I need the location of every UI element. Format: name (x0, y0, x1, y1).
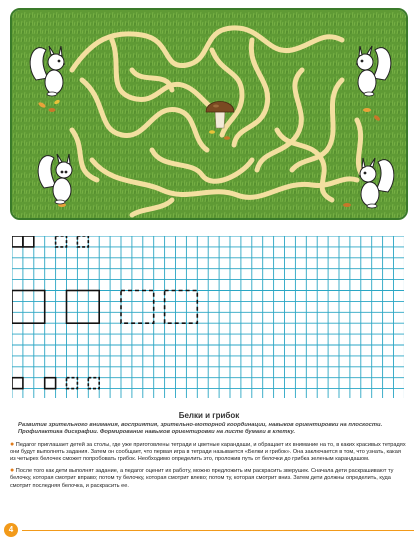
dashed-large-square (165, 291, 198, 324)
dashed-small-square (88, 378, 99, 389)
lesson-subtitle: Развитие зрительного внимания, восприятия, зрительно-моторной координации, навыков ориентировки на плоскости. Профилактика дисграфии. Формирование навыков ориентировки на листе бумаги в клетку. (18, 422, 383, 436)
solid-large-square (12, 291, 45, 324)
grid-lines (12, 236, 404, 398)
lesson-paragraph (10, 441, 408, 464)
lesson-paragraph (10, 467, 408, 490)
solid-large-square (67, 291, 100, 324)
maze-svg (12, 10, 406, 218)
solid-small-square (12, 236, 23, 247)
dashed-small-square (77, 236, 88, 247)
footer-divider (22, 530, 414, 531)
lesson-paragraph-text: После того как дети выполнят задание, а педагог оценит их работу, можно предложить им раскрасить зверушек. Сначала дети раскрашивают ту белочку, которая смотрит вправо; потом ту белочку, которая смотрит влево; потом ту, которая смотрит вниз. Затем дети должны определить, куда смотрит последняя белочка, и раскрасить ее. (10, 468, 394, 489)
solid-small-square (23, 236, 34, 247)
grid-exercise (12, 236, 404, 398)
solid-small-square (12, 378, 23, 389)
dashed-small-square (67, 378, 78, 389)
bullet-icon: ● (10, 467, 15, 475)
solid-small-square (45, 378, 56, 389)
dashed-small-square (56, 236, 67, 247)
maze-illustration (10, 8, 408, 220)
bullet-icon: ● (10, 440, 15, 448)
dashed-large-square (121, 291, 154, 324)
lesson-title: Белки и грибок (178, 411, 240, 420)
lesson-text (10, 412, 408, 494)
lesson-paragraph-text: Педагог приглашает детей за столы, где уже приготовлены тетради и цветные карандаши, и обращает их внимание на то, в каких красивых тетрадях они будут выполнять задания. Затем он сообщает, что первая игра в тетради называется «Белки и грибок». Она заключается в том, что узнать, какая из четырех белочек сможет попробовать грибок. Необходимо определить это, проложив путь от белочки до грибка зеленым карандашом. (10, 441, 406, 463)
graph-paper (12, 236, 404, 398)
page-number: 4 (4, 523, 18, 537)
